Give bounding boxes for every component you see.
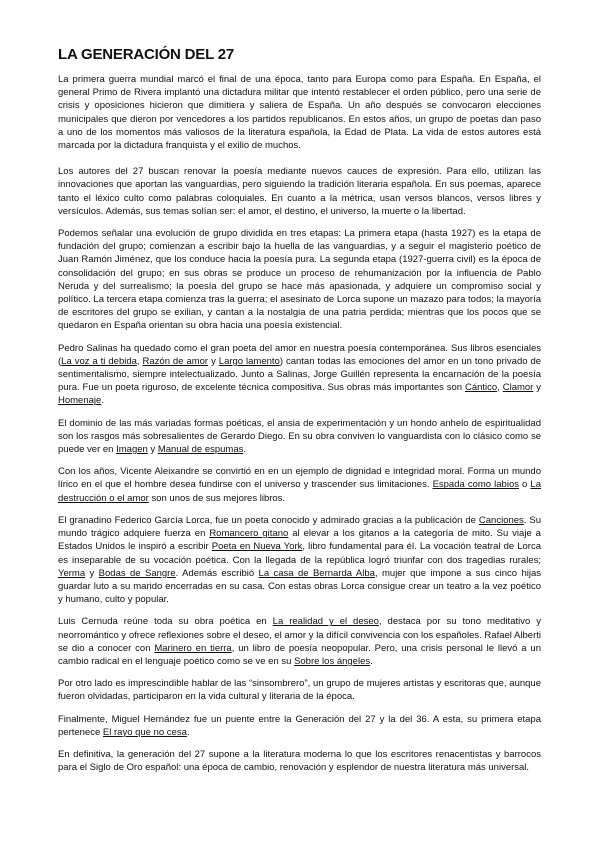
- text-run: En definitiva, la generación del 27 supone a la literatura moderna lo que los escritores renacentistas y barrocos para el Siglo de Oro español: una época de cambio, renovación y esplendor de nuestra literatura más universal.: [58, 748, 541, 774]
- work-title: Yerma: [58, 567, 86, 579]
- work-title: Marinero en tierra: [154, 642, 232, 654]
- paragraph: [58, 73, 541, 152]
- text-run: .: [186, 726, 190, 738]
- paragraph: [58, 417, 541, 457]
- work-title: Largo lamento: [218, 355, 280, 367]
- paragraph: [58, 615, 541, 668]
- text-run: Finalmente, Miguel Hernández fue un puente entre la Generación del 27 y la del 36. A esta, su primera etapa pertenece: [58, 713, 541, 738]
- work-title: La destrucción o el amor: [58, 479, 541, 504]
- text-run: El granadino Federico García Lorca, fue un poeta conocido y admirado gracias a la publicación de: [58, 514, 479, 526]
- text-run: o: [518, 479, 531, 491]
- text-run: .: [370, 655, 373, 667]
- work-title: El rayo que no cesa: [102, 726, 187, 738]
- paragraph: [58, 342, 541, 408]
- text-run: y: [208, 355, 219, 367]
- paragraph: [58, 227, 541, 333]
- work-title: Manual de espumas: [157, 444, 244, 456]
- text-run: y: [147, 444, 158, 456]
- text-run: y: [85, 567, 99, 579]
- text-run: y: [533, 382, 541, 394]
- text-run: .: [243, 444, 247, 456]
- work-title: Poeta en Nueva York: [211, 541, 303, 553]
- work-title: Romancero gitano: [209, 528, 289, 540]
- text-run: El dominio de las más variadas formas poéticas, el ansia de experimentación y un hondo anhelo de espiritualidad son los rasgos más sobresalientes de Gerardo Diego. En su obra conviven lo vanguardista con lo clásico como se puede ver en: [58, 417, 541, 456]
- text-run: . Además escribió: [175, 567, 259, 579]
- text-run: Pedro Salinas ha quedado como el gran poeta del amor en nuestra poesía contemporánea. Sus libros esenciales (: [58, 342, 541, 367]
- text-run: .: [101, 395, 104, 407]
- paragraph: [58, 465, 541, 505]
- paragraph: [58, 748, 541, 774]
- text-run: . Su mundo trágico adquiere fuerza en: [58, 514, 541, 540]
- work-title: Espada como labios: [432, 479, 519, 491]
- work-title: Homenaje: [58, 395, 102, 407]
- paragraph: [58, 514, 541, 606]
- text-run: , libro fundamental para él. La vocación teatral de Lorca es inseparable de su vocación poética. Con la llegada de la república logró triunfar con dos tragedias rurales;: [58, 541, 541, 566]
- text-run: ,: [497, 382, 503, 394]
- work-title: La casa de Bernarda Alba: [258, 567, 375, 579]
- text-run: Luis Cernuda reúne toda su obra poética en: [58, 616, 273, 628]
- text-run: Podemos señalar una evolución de grupo dividida en tres etapas: La primera etapa (hasta 1927) es la etapa de fundación del grupo; comienzan a escribir bajo la huella de las vanguardias, y a seguir el magisterio poético de Juan Ramón Jiménez, que los conduce hacia la poesía pura. La segunda etapa (1927-guerra civil) es la época de consolidación del grupo; en sus obras se produce un proceso de rehumanización por la influencia de Pablo Neruda y del surrealismo; la poesía del grupo se hace más apasionada, y adquiere un compromiso social y político. La tercera etapa comienza tras la guerra; el asesinato de Lorca supone un mazazo para todos; la mayoría de escritores del grupo se exilian, y cantan a la nostalgia de una patria perdida; mientras que los pocos que se quedaron en España orientan su obra hacia una poesía existencial.: [58, 228, 541, 332]
- text-run: Con los años, Vicente Aleixandre se convirtió en en un ejemplo de dignidad e integridad moral. Forma un mundo lírico en el que el hombre desea fundirse con el universo y trascender sus limitaciones.: [58, 466, 541, 491]
- text-run: ) cantan todas las emociones del amor en un tono privado de sentimentalismo, siempre intelectualizado. Junto a Salinas, Jorge Guillén representa la encarnación de la poesía pura. Fue un poeta riguroso, de excelente técnica compositiva. Sus obras más importantes son: [58, 355, 542, 394]
- text-run: , un libro de poesía neopopular. Pero, una crisis personal le llevó a un cambio radical en el lenguaje poético como se ve en su: [58, 642, 541, 667]
- work-title: Cántico: [464, 382, 498, 394]
- text-run: , mujer que impone a sus cinco hijas guardar luto a su marido encerradas en su casa. Con estas obras Lorca consigue crear un teatro a la vez poético y humano, culto y popular.: [58, 567, 541, 606]
- work-title: La realidad y el deseo: [272, 616, 379, 628]
- paragraph: [58, 677, 541, 703]
- document-title: LA GENERACIÓN DEL 27: [58, 46, 235, 63]
- document-body: [58, 73, 541, 774]
- text-run: Por otro lado es imprescindible hablar de las “sinsombrero”, un grupo de mujeres artistas y escritoras que, aunque fueron olvidadas, participaron en la vida cultural y literaria de la época.: [58, 678, 541, 703]
- work-title: Sobre los ángeles: [294, 655, 371, 667]
- text-run: al elevar a los gitanos a la categoría de mito. Su viaje a Estados Unidos le inspiró a escribir: [58, 528, 541, 553]
- text-run: ,: [136, 355, 143, 367]
- text-run: Los autores del 27 buscan renovar la poesía mediante nuevos cauces de expresión. Para ello, utilizan las innovaciones que aportan las vanguardias, pero siguiendo la tradición literaria española. En sus poemas, aparece tanto el léxico culto como palabras coloquiales. En cuanto a la métrica, usan versos blancos, versos libres y versículos. Además, sus temas solían ser: el amor, el destino, el universo, la muerte o la libertad.: [58, 166, 541, 217]
- text-run: , destaca por su tono meditativo y neorromántico y ofrece reflexiones sobre el deseo, el amor y la difícil convivencia con los españoles. Rafael Alberti se dio a conocer con: [58, 616, 541, 654]
- work-title: Clamor: [502, 382, 534, 394]
- document-page: [58, 46, 541, 783]
- work-title: Canciones: [478, 514, 524, 526]
- paragraph: [58, 713, 541, 739]
- text-run: son unos de sus mejores libros.: [148, 492, 286, 504]
- work-title: La voz a ti debida: [61, 355, 137, 367]
- text-run: La primera guerra mundial marcó el final de una época, tanto para Europa como para España. En España, el general Primo de Rivera implantó una dictadura militar que intentó restablecer el orden público, pero una serie de crisis y oposiciones hicieron que dimitiera y saliera de España. Un año después se convocaron elecciones municipales que dieron por vencedores a los partidos republicanos. En estos años, un grupo de poetas dan paso a uno de los momentos más valiosos de la literatura española, la Edad de Plata. La vida de estos autores está marcada por la dictadura franquista y el exilio de muchos.: [58, 74, 541, 152]
- work-title: Bodas de Sangre: [98, 567, 176, 579]
- work-title: Imagen: [116, 444, 148, 456]
- work-title: Razón de amor: [142, 355, 209, 367]
- paragraph: [58, 165, 541, 218]
